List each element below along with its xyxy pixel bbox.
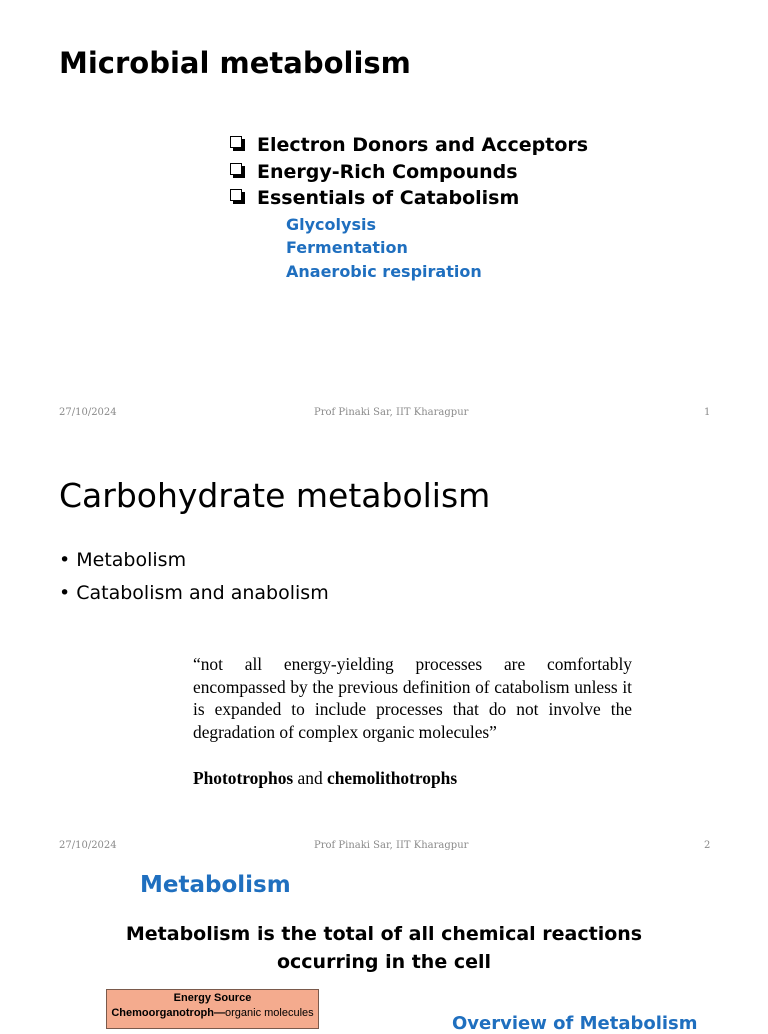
bullet-item: • Catabolism and anabolism bbox=[59, 581, 329, 604]
energy-source-box bbox=[106, 989, 319, 1029]
bullet-label: Essentials of Catabolism bbox=[257, 187, 520, 209]
subitem-anaerobic-respiration: Anaerobic respiration bbox=[286, 261, 482, 281]
bullet-label: Electron Donors and Acceptors bbox=[257, 134, 589, 156]
checkbox-bullet-icon bbox=[230, 136, 242, 148]
overview-heading-partial: Overview of Metabolism bbox=[452, 1013, 698, 1034]
energy-source-heading: Energy Source bbox=[173, 992, 252, 1004]
metabolism-definition: Metabolism is the total of all chemical reactions occurring in the cell bbox=[125, 923, 643, 973]
subitem-glycolysis: Glycolysis bbox=[286, 215, 376, 234]
page-number: 2 bbox=[704, 840, 711, 851]
chemolithotrophs-term: chemolithotrophs bbox=[327, 768, 458, 788]
footer-author: Prof Pinaki Sar, IIT Kharagpur bbox=[314, 840, 469, 851]
quote-text: “not all energy-yielding processes are comfortably encompassed by the previous definition of catabolism unless it is expanded to include processes that do not involve the degradation of complex organic molecules” bbox=[193, 654, 632, 743]
phototrophs-term: Phototrophos bbox=[193, 768, 294, 788]
trophs-line bbox=[193, 768, 457, 789]
slide2-bullet-list bbox=[59, 549, 329, 614]
energy-source-text bbox=[107, 1007, 318, 1019]
slide3-title: Metabolism bbox=[140, 872, 291, 898]
footer-date: 27/10/2024 bbox=[59, 407, 117, 418]
page-number: 1 bbox=[704, 407, 711, 418]
checkbox-bullet-icon bbox=[230, 163, 242, 175]
subitem-fermentation: Fermentation bbox=[286, 238, 408, 258]
chemoorganotroph-term: Chemoorganotroph— bbox=[111, 1007, 225, 1019]
slide1-sublist bbox=[286, 215, 482, 285]
and-text: and bbox=[293, 768, 327, 788]
footer-author: Prof Pinaki Sar, IIT Kharagpur bbox=[314, 407, 469, 418]
footer-date: 27/10/2024 bbox=[59, 840, 117, 851]
slide1-title: Microbial metabolism bbox=[59, 46, 411, 80]
checkbox-bullet-icon bbox=[230, 189, 242, 201]
organic-molecules-text: organic molecules bbox=[225, 1007, 314, 1019]
slide2-title: Carbohydrate metabolism bbox=[59, 476, 491, 515]
bullet-label: Energy-Rich Compounds bbox=[257, 160, 518, 183]
bullet-item: • Metabolism bbox=[59, 549, 187, 571]
